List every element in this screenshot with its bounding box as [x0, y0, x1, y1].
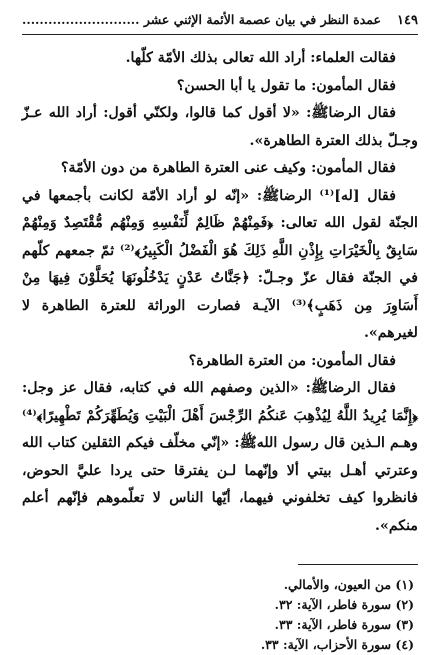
running-title: عمدة النظر في بيان عصمة الأئمة الإثني عشر ........................... [22, 12, 381, 27]
paragraph: فقال المأمون: وكيف عنى العترة الطاهرة من دون الأمّة؟ [61, 160, 396, 176]
paragraph: فقال [له]⁽¹⁾ الرضاﷺ: «إنّه لو أراد الأمّة لكانت بأجمعها في الجنّة لقول الله تعالى: ﴿فَمِنْهُمْ ظَالِمٌ لِّنَفْسِهِ وَمِنْهُم مُّقْتَصِدٌ وَمِنْهُمْ سَابِقٌ بِالْخَيْرَاتِ بِإِذْنِ اللَّهِ ذَلِكَ هُوَ الْفَضْلُ الْكَبِيرُ﴾⁽²⁾ ثمّ جمعهم كلّهم في الجنّة فقال عزّ وجـلّ: ﴿جَنَّاتُ عَدْنٍ يَدْخُلُونَهَا يُحَلَّوْنَ فِيهَا مِنْ أَسَاوِرَ مِن ذَهَبٍ﴾⁽³⁾ الآيـة فصارت الوراثة للعترة الطاهرة لا لغيرهم». [22, 187, 419, 341]
paragraph: فقال المأمون: ما تقول يا أبا الحسن؟ [176, 77, 396, 94]
footnote: (٢) سورة فاطر، الآية: ٣٢. [274, 597, 414, 612]
footnote: (٣) سورة فاطر، الآية: ٣٣. [274, 617, 414, 632]
page-number: ١٤٩ [397, 13, 418, 28]
footnote-divider [298, 564, 418, 565]
main-text [22, 45, 418, 540]
paragraph: فقالت العلماء: أراد الله تعالى بذلك الأمّة كلّها. [125, 50, 396, 66]
paragraph: فقال المأمون: من العترة الطاهرة؟ [188, 352, 396, 369]
footnotes [22, 575, 418, 655]
paragraph: فقال الرضاﷺ: «لا أقول كما قالوا، ولكنّي أقول: أراد الله عـزّ وجـلّ بذلك العترة الطاهرة». [22, 105, 418, 149]
running-header [22, 12, 418, 35]
paragraph: فقال الرضاﷺ: «الذين وصفهم الله في كتابه، فقال عز وجل: ﴿إِنَّمَا يُرِيدُ اللَّهُ لِيُذْهِبَ عَنكُمُ الرِّجْسَ أَهْلَ الْبَيْتِ وَيُطَهِّرَكُمْ تَطْهِيرًا﴾⁽⁴⁾ وهـم الـذين قال رسول اللهﷺ: «إنّي مخلّف فيكم الثقلين كتاب الله وعترتي أهـل بيتي ألا وإنّهما لـن يفترقا حتى يردا عليَّ الحوض، فانظروا كيف تخلفوني فيهما، أيّها الناس لا تعلّموهم فإنّهم أعلم منكم». [22, 380, 418, 534]
footnote: (٤) سورة الأحزاب، الآية: ٣٣. [260, 637, 414, 652]
footnote: (١) من العيون، والأمالي. [283, 577, 414, 592]
